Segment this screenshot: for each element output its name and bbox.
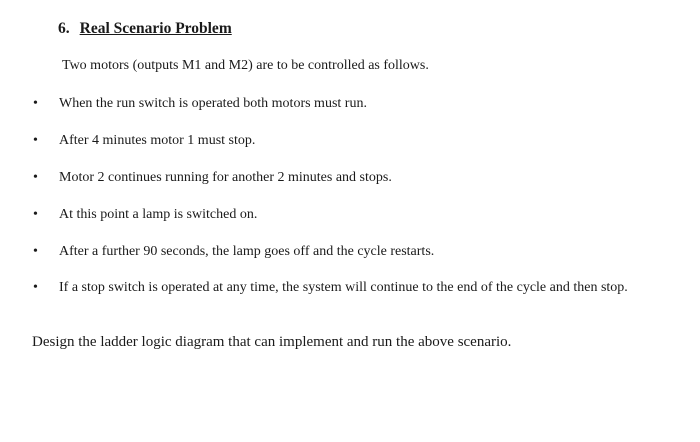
intro-paragraph: Two motors (outputs M1 and M2) are to be controlled as follows.	[62, 58, 429, 73]
list-item-text: At this point a lamp is switched on.	[59, 207, 258, 222]
bullet-icon: •	[33, 244, 38, 259]
list-item	[30, 95, 670, 112]
list-item-text: After 4 minutes motor 1 must stop.	[59, 133, 256, 148]
list-item-text: After a further 90 seconds, the lamp goes off and the cycle restarts.	[59, 244, 435, 259]
list-item	[30, 206, 670, 223]
list-item	[30, 279, 670, 296]
list-item	[30, 243, 670, 260]
list-item-text: Motor 2 continues running for another 2 minutes and stops.	[59, 170, 392, 185]
list-item-text: When the run switch is operated both motors must run.	[59, 96, 367, 111]
closing-instruction: Design the ladder logic diagram that can implement and run the above scenario.	[32, 334, 512, 350]
bullet-icon: •	[33, 133, 38, 148]
bullet-icon: •	[33, 207, 38, 222]
bullet-icon: •	[33, 170, 38, 185]
list-item	[30, 132, 670, 149]
section-number: 6.	[58, 20, 70, 37]
section-title: Real Scenario Problem	[79, 20, 232, 37]
list-item-text: If a stop switch is operated at any time, the system will continue to the end of the cycle and then stop.	[59, 280, 628, 295]
section-heading	[58, 20, 232, 38]
bullet-icon: •	[33, 280, 38, 295]
list-item	[30, 169, 670, 186]
bullet-icon: •	[33, 96, 38, 111]
